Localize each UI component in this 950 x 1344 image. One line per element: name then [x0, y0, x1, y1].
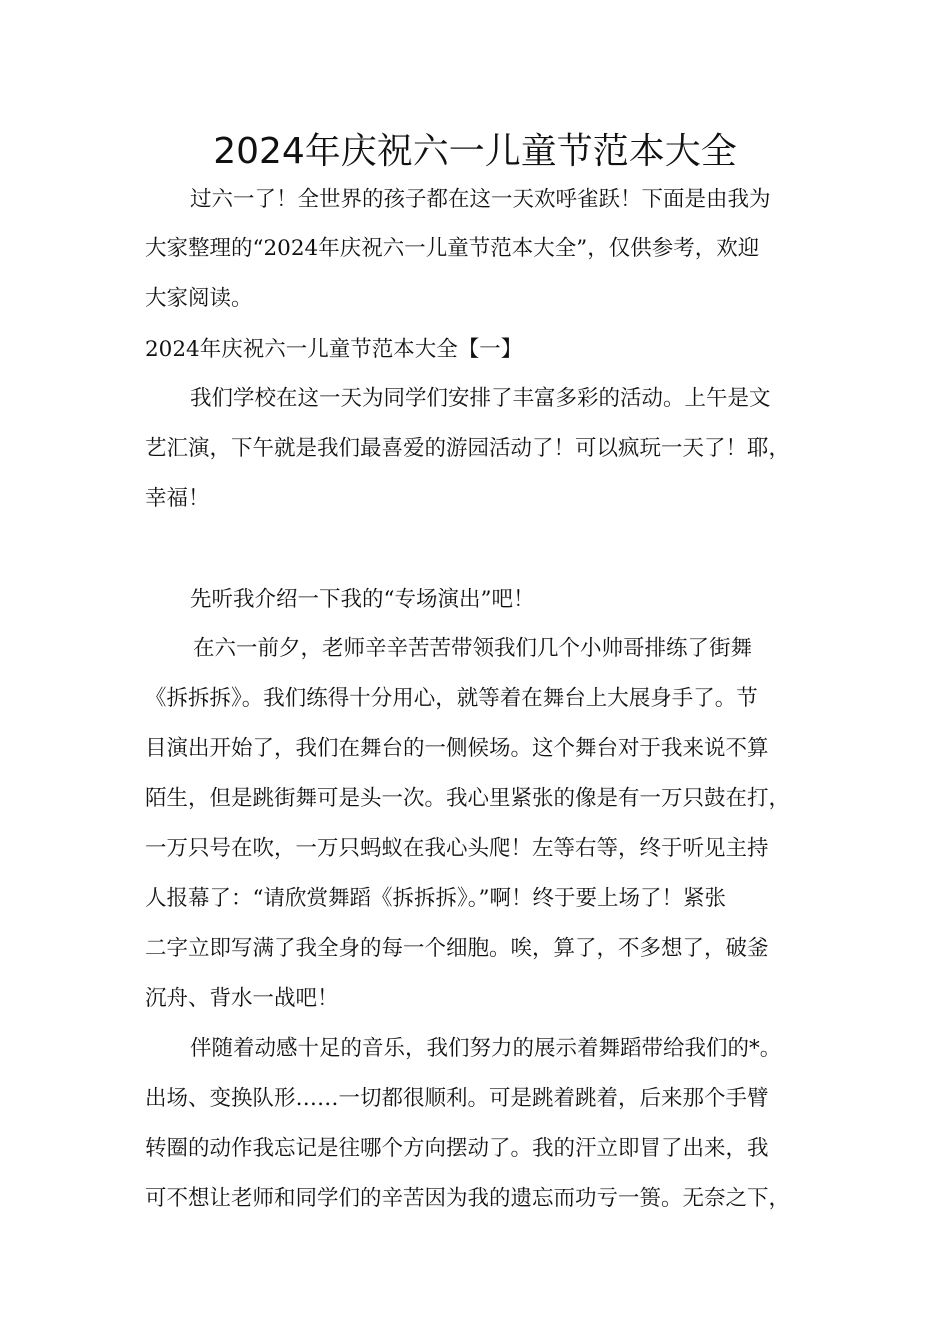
para3-line-2: 《拆拆拆》。我们练得十分用心，就等着在舞台上大展身手了。节 — [145, 686, 758, 711]
para3-line-5: 一万只号在吹，一万只蚂蚁在我心头爬！左等右等，终于听见主持 — [145, 836, 769, 861]
document-title: 2024年庆祝六一儿童节范本大全 — [213, 131, 737, 172]
para3-line-1: 在六一前夕，老师辛辛苦苦带领我们几个小帅哥排练了街舞 — [193, 636, 753, 661]
para4-line-4: 可不想让老师和同学们的辛苦因为我的遗忘而功亏一篑。无奈之下， — [145, 1186, 791, 1211]
para4-line-2: 出场、变换队形……一切都很顺利。可是跳着跳着，后来那个手臂 — [145, 1086, 769, 1111]
para3-line-6: 人报幕了：“请欣赏舞蹈《拆拆拆》。”啊！终于要上场了！紧张 — [145, 886, 726, 911]
intro-line-1: 过六一了！全世界的孩子都在这一天欢呼雀跃！下面是由我为 — [190, 187, 771, 212]
para3-line-7: 二字立即写满了我全身的每一个细胞。唉，算了，不多想了，破釜 — [145, 936, 769, 961]
para4-line-3: 转圈的动作我忘记是往哪个方向摆动了。我的汗立即冒了出来，我 — [145, 1136, 769, 1161]
intro-line-3: 大家阅读。 — [145, 286, 253, 311]
para3-line-3: 目演出开始了，我们在舞台的一侧候场。这个舞台对于我来说不算 — [145, 736, 769, 761]
section-heading: 2024年庆祝六一儿童节范本大全【一】 — [145, 337, 523, 362]
intro-line-2: 大家整理的“2024年庆祝六一儿童节范本大全”，仅供参考，欢迎 — [145, 236, 760, 261]
para1-line-1: 我们学校在这一天为同学们安排了丰富多彩的活动。上午是文 — [190, 386, 771, 411]
para3-line-4: 陌生，但是跳街舞可是头一次。我心里紧张的像是有一万只鼓在打， — [145, 786, 791, 811]
para2-line-1: 先听我介绍一下我的“专场演出”吧！ — [190, 587, 535, 612]
para3-line-8: 沉舟、背水一战吧！ — [145, 986, 339, 1011]
para1-line-2: 艺汇演，下午就是我们最喜爱的游园活动了！可以疯玩一天了！耶， — [145, 436, 791, 461]
para1-line-3: 幸福！ — [145, 486, 210, 511]
para4-line-1: 伴随着动感十足的音乐，我们努力的展示着舞蹈带给我们的*。 — [190, 1036, 782, 1061]
